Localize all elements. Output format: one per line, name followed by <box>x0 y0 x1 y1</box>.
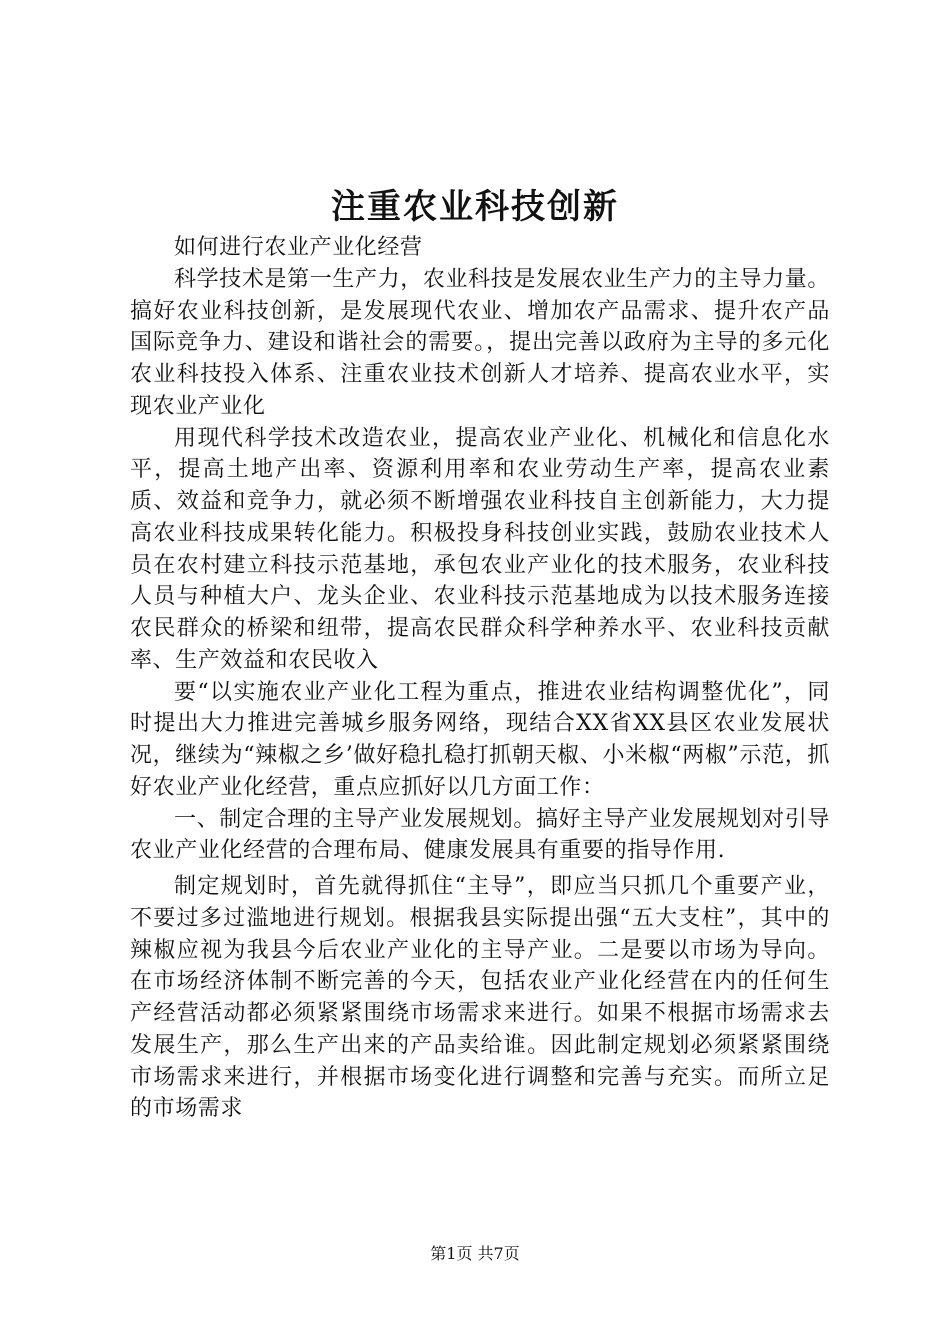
document-title: 注重农业科技创新 <box>331 187 619 227</box>
paragraph-3: 要“以实施农业产业化工程为重点，推进农业结构调整优化”，同时提出大力推进完善城乡服务网络，现结合XX省XX县区农业发展状况，继续为“辣椒之乡’做好稳扎稳打抓朝天椒、小米椒“两椒”示范，抓好农业产业化经营，重点应抓好以几方面工作： <box>130 679 830 800</box>
paragraph-subtitle: 如何进行农业产业化经营 <box>174 235 423 260</box>
paragraph-5: 制定规划时，首先就得抓住“主导”，即应当只抓几个重要产业，不要过多过滥地进行规划。根据我县实际提出强“五大支柱”，其中的辣椒应视为我县今后农业产业化的主导产业。二是要以市场为导向。在市场经济体制不断完善的今天，包括农业产业化经营在内的任何生产经营活动都必须紧紧围绕市场需求来进行。如果不根据市场需求去发展生产，那么生产出来的产品卖给谁。因此制定规划必须紧紧围绕市场需求来进行，并根据市场变化进行调整和完善与充实。而所立足的市场需求 <box>130 874 830 1122</box>
document-body <box>130 232 830 1125</box>
paragraph-2: 用现代科学技术改造农业，提高农业产业化、机械化和信息化水平，提高土地产出率、资源利用率和农业劳动生产率，提高农业素质、效益和竞争力，就必须不断增强农业科技自主创新能力，大力提高农业科技成果转化能力。积极投身科技创业实践，鼓励农业技术人员在农村建立科技示范基地，承包农业产业化的技术服务，农业科技人员与种植大户、龙头企业、农业科技示范基地成为以技术服务连接农民群众的桥梁和纽带，提高农民群众科学种养水平、农业科技贡献率、生产效益和农民收入 <box>130 425 830 673</box>
paragraph-1: 科学技术是第一生产力，农业科技是发展农业生产力的主导力量。搞好农业科技创新，是发展现代农业、增加农产品需求、提升农产品国际竞争力、建设和谐社会的需要。，提出完善以政府为主导的多元化农业科技投入体系、注重农业技术创新人才培养、提高农业水平，实现农业产业化 <box>130 266 830 419</box>
paragraph-4: 一、制定合理的主导产业发展规划。搞好主导产业发展规划对引导农业产业化经营的合理布局、健康发展具有重要的指导作用. <box>130 806 830 864</box>
page-footer: 第1页 共7页 <box>430 1244 520 1263</box>
